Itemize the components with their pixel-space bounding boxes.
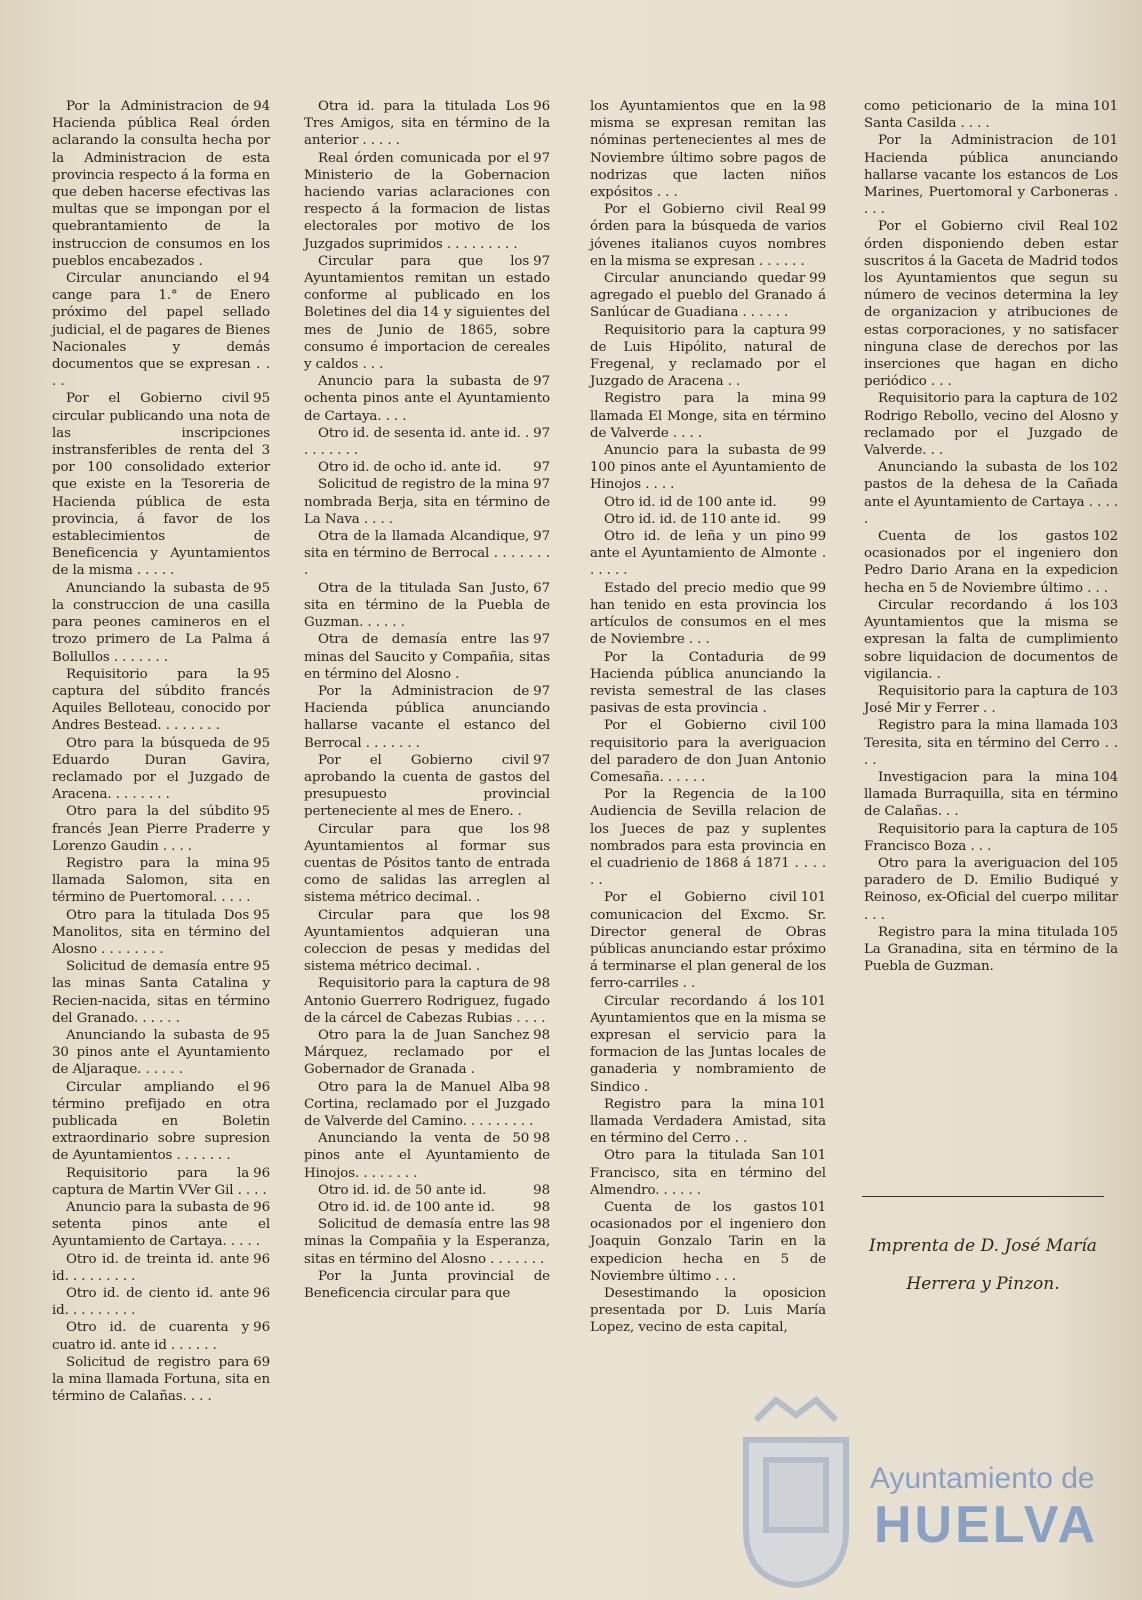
entry-text: Requisitorio para la captura de Antonio Guerrero Rodriguez, fugado de la cárcel de Cabezas Rubias . . . . xyxy=(304,976,550,1026)
index-entry xyxy=(304,1079,550,1131)
entry-text: Otro para la titulada Dos Manolitos, sita en término del Alosno . . . . . . . . xyxy=(52,907,270,957)
index-entry xyxy=(52,907,270,959)
entry-page-number: 97 xyxy=(533,150,550,166)
entry-text: Otro id. de treinta id. ante id. . . . . . . . . xyxy=(52,1251,250,1284)
entry-page-number: 99 xyxy=(809,580,826,596)
entry-page-number: 101 xyxy=(800,890,826,906)
entry-text: Circular recordando á los Ayuntamientos que la misma se expresan la falta de cumplimiento sobre liquidacion de documentos de vigilancia. . xyxy=(864,597,1118,682)
index-entry xyxy=(304,1268,550,1302)
index-entry xyxy=(864,855,1118,924)
entry-text: Otro para la de Manuel Alba Cortina, reclamado por el Juzgado de Valverde del Camino. . . . . . . . . xyxy=(304,1079,550,1129)
entry-text: Circular anunciando quedar agregado el pueblo del Granado á Sanlúcar de Guadiana . . . . . . xyxy=(590,271,826,321)
entry-text: Otro para la averiguacion del paradero de D. Emilio Budiqué y Reinoso, ex-Oficial del cuerpo militar . . . xyxy=(864,855,1118,923)
index-entry xyxy=(52,580,270,666)
entry-page-number: 97 xyxy=(533,477,550,493)
entry-page-number: 98 xyxy=(533,1079,550,1095)
index-entry xyxy=(304,1130,550,1182)
entry-text: Otro id. de sesenta id. ante id. . . . . . . . . xyxy=(304,425,530,459)
index-entry xyxy=(864,528,1118,597)
index-entry xyxy=(864,132,1118,218)
entry-page-number: 99 xyxy=(809,443,826,459)
entry-page-number: 96 xyxy=(253,1200,270,1215)
entry-page-number: 99 xyxy=(809,202,826,218)
index-column-2 xyxy=(304,98,550,1302)
index-entry xyxy=(304,476,550,528)
entry-page-number: 67 xyxy=(533,580,550,596)
entry-text: Otro id. de cuarenta y cuatro id. ante id . . . . . . xyxy=(52,1320,250,1353)
entry-text: Por la Contaduria de Hacienda pública anunciando la revista semestral de las clases pasivas de esta provincia . xyxy=(590,649,826,717)
entry-page-number: 97 xyxy=(533,460,550,476)
index-entry xyxy=(304,580,550,632)
entry-text: Otro para la titulada San Francisco, sita en término del Almendro. . . . . . xyxy=(590,1148,826,1198)
index-entry xyxy=(52,1285,270,1319)
index-entry xyxy=(52,1165,270,1199)
entry-text: Otro id. de ocho id. ante id. xyxy=(318,460,502,476)
index-entry xyxy=(590,442,826,494)
entry-text: Anunciando la subasta de la construccion de una casilla para peones camineros en el trozo primero de La Palma á Bollullos . . . . . . . xyxy=(52,580,270,665)
index-entry xyxy=(304,150,550,253)
entry-text: como peticionario de la mina Santa Casilda . . . . xyxy=(864,99,1089,132)
entry-page-number: 96 xyxy=(533,99,550,114)
index-column-4 xyxy=(864,98,1118,975)
entry-text: Otro para la de Juan Sanchez Márquez, reclamado por el Gobernador de Granada . xyxy=(304,1027,550,1078)
imprint-line-2: Herrera y Pinzon. xyxy=(906,1274,1060,1294)
index-entry xyxy=(304,253,550,373)
entry-page-number: 99 xyxy=(809,391,826,407)
entry-text: Requisitorio para la captura de Martin VVer Gil . . . . xyxy=(52,1165,267,1198)
entry-text: Real órden comunicada por el Ministerio de la Gobernacion haciendo varias aclaraciones con respecto á la formacion de listas electorales por motivo de los Juzgados suprimidos . . . . . . . . . xyxy=(304,150,550,252)
entry-text: Por la Junta provincial de Beneficencia circular para que xyxy=(304,1268,550,1302)
index-entry xyxy=(590,717,826,786)
entry-page-number: 98 xyxy=(533,1027,550,1043)
index-entry xyxy=(590,1199,826,1285)
entry-text: Otro id. de ciento id. ante id. . . . . . . . . xyxy=(52,1286,250,1319)
entry-page-number: 95 xyxy=(253,391,270,407)
entry-text: Otro para la búsqueda de Eduardo Duran Gavira, reclamado por el Juzgado de Aracena. . . . . . . . xyxy=(52,735,270,803)
entry-text: Anuncio para la subasta de ochenta pinos ante el Ayuntamiento de Cartaya. . . . xyxy=(304,374,550,424)
index-entry xyxy=(864,717,1118,769)
entry-text: Por la Administracion de Hacienda pública Real órden aclarando la consulta hecha por la Administracion de esta provincia respecto á la forma en que deben hacerse efectivas las multas que se impongan por el quebrantamiento de la instruccion de consumos en los pueblos encabezados . xyxy=(52,99,270,269)
index-entry xyxy=(304,528,550,580)
entry-text: Otro id. id de 100 ante id. xyxy=(604,494,777,510)
entry-page-number: 69 xyxy=(253,1354,270,1370)
entry-page-number: 101 xyxy=(800,1200,826,1215)
entry-text: Otro id. id. de 50 ante id. xyxy=(318,1182,487,1198)
entry-page-number: 101 xyxy=(800,993,826,1009)
entry-page-number: 99 xyxy=(809,271,826,287)
entry-page-number: 99 xyxy=(809,494,826,510)
entry-page-number: 101 xyxy=(1092,99,1118,114)
index-entry xyxy=(590,786,826,889)
entry-page-number: 99 xyxy=(809,529,826,545)
entry-text: Circular ampliando el término prefijado en otra publicada en Boletin extraordinario sobre supresion de Ayuntamientos . . . . . . . xyxy=(52,1079,270,1164)
entry-text: Otra de la titulada San Justo, sita en término de la Puebla de Guzman. . . . . . xyxy=(304,580,550,631)
entry-text: Otro id. id. de 100 ante id. xyxy=(318,1200,495,1215)
entry-page-number: 98 xyxy=(533,1182,550,1198)
entry-text: Solicitud de demasía entre las minas la Compañia y la Esperanza, sitas en término del Alosno . . . . . . . xyxy=(304,1217,550,1267)
index-entry xyxy=(590,649,826,718)
entry-page-number: 100 xyxy=(800,718,826,734)
entry-page-number: 105 xyxy=(1092,855,1118,871)
entry-text: Por el Gobierno civil Real órden para la búsqueda de varios jóvenes italianos cuyos nombres en la misma se expresan . . . . . . xyxy=(590,202,826,269)
index-entry xyxy=(590,1285,826,1337)
index-entry xyxy=(52,98,270,270)
entry-text: Anuncio para la subasta de 100 pinos ante el Ayuntamiento de Hinojos . . . . xyxy=(590,443,826,493)
index-entry xyxy=(304,683,550,752)
entry-text: Por el Gobierno civil comunicacion del Excmo. Sr. Director general de Obras públicas anunciando estar próximo á terminarse el plan general de los ferro-carriles . . xyxy=(590,890,826,992)
index-entry xyxy=(590,511,826,528)
index-entry xyxy=(590,1096,826,1148)
entry-text: Cuenta de los gastos ocasionados por el ingeniero don Pedro Dario Arana en la expedicion hecha en 5 de Noviembre último . . . xyxy=(864,529,1118,596)
index-entry xyxy=(864,683,1118,717)
entry-page-number: 98 xyxy=(809,99,826,114)
entry-text: Circular para que los Ayuntamientos al formar sus cuentas de Pósitos tanto de entrada como de salidas las arreglen al sistema métrico decimal. . xyxy=(304,821,550,906)
entry-page-number: 98 xyxy=(533,821,550,837)
index-entry xyxy=(304,752,550,821)
index-entry xyxy=(590,580,826,649)
index-entry xyxy=(590,390,826,442)
entry-text: Por el Gobierno civil circular publicando una nota de las inscripciones instransferibles de renta del 3 por 100 consolidado exterior que existe en la Tesoreria de Hacienda pública de esta provincia, á favor de los establecimientos de Beneficencia y Ayuntamientos de la misma . . . . . xyxy=(52,391,270,579)
entry-page-number: 105 xyxy=(1092,924,1118,940)
entry-page-number: 97 xyxy=(533,752,550,768)
entry-page-number: 97 xyxy=(533,425,550,441)
entry-page-number: 99 xyxy=(809,511,826,527)
entry-page-number: 95 xyxy=(253,666,270,682)
entry-text: Solicitud de registro para la mina llamada Fortuna, sita en término de Calañas. . . . xyxy=(52,1354,270,1405)
entry-text: Otro para la del súbdito francés Jean Pierre Praderre y Lorenzo Gaudin . . . . xyxy=(52,804,270,854)
entry-page-number: 98 xyxy=(533,1131,550,1147)
entry-text: Circular recordando á los Ayuntamientos que en la misma se expresan el servicio para la formacion de las Juntas locales de ganaderia y nombramiento de Sindico . xyxy=(590,993,826,1095)
index-entry xyxy=(52,390,270,579)
entry-page-number: 96 xyxy=(253,1320,270,1336)
entry-text: Anunciando la subasta de 30 pinos ante el Ayuntamiento de Aljaraque. . . . . . xyxy=(52,1027,270,1078)
index-entry xyxy=(304,459,550,476)
entry-text: Registro para la mina llamada El Monge, sita en término de Valverde . . . . xyxy=(590,391,826,441)
entry-text: Otro id. id. de 110 ante id. xyxy=(604,511,781,527)
watermark-line-2: HUELVA xyxy=(874,1496,1099,1554)
entry-text: Registro para la mina llamada Verdadera Amistad, sita en término del Cerro . . xyxy=(590,1096,826,1147)
index-entry xyxy=(864,597,1118,683)
entry-text: Investigacion para la mina llamada Burraquilla, sita en término de Calañas. . . xyxy=(864,769,1118,820)
index-entry xyxy=(590,494,826,511)
index-column-1 xyxy=(52,98,270,1405)
entry-page-number: 97 xyxy=(533,683,550,699)
index-entry xyxy=(304,1199,550,1216)
index-entry xyxy=(52,270,270,390)
entry-text: Solicitud de demasía entre las minas Santa Catalina y Recien-nacida, sitas en término del Granado. . . . . . xyxy=(52,959,270,1026)
index-entry xyxy=(864,821,1118,855)
index-entry xyxy=(304,98,550,150)
entry-page-number: 101 xyxy=(800,1096,826,1112)
entry-page-number: 98 xyxy=(533,1217,550,1233)
entry-text: Otra de demasía entre las minas del Saucito y Compañia, sitas en término del Alosno . xyxy=(304,632,550,682)
entry-page-number: 99 xyxy=(809,322,826,338)
entry-text: Circular para que los Ayuntamientos remitan un estado conforme al publicado en los Boletines del dia 14 y siguientes del mes de Junio de 1865, sobre consumo é importacion de cereales y caldos . . . xyxy=(304,253,550,373)
entry-text: Requisitorio para la captura de José Mir y Ferrer . . xyxy=(864,683,1089,717)
entry-page-number: 102 xyxy=(1092,391,1118,407)
index-entry xyxy=(304,975,550,1027)
index-entry xyxy=(590,1147,826,1199)
entry-text: Estado del precio medio que han tenido en esta provincia los artículos de consumos en el mes de Noviembre . . . xyxy=(590,580,826,648)
entry-page-number: 98 xyxy=(533,1200,550,1215)
entry-text: Otra id. para la titulada Los Tres Amigos, sita en término de la anterior . . . . . xyxy=(304,99,550,149)
entry-text: Circular para que los Ayuntamientos adquieran una coleccion de pesas y medidas del sistema métrico decimal. . xyxy=(304,907,550,975)
entry-text: Requisitorio para la captura de Francisco Boza . . . xyxy=(864,821,1089,854)
index-entry xyxy=(864,459,1118,528)
index-entry xyxy=(52,1199,270,1251)
entry-text: Registro para la mina titulada La Granadina, sita en término de la Puebla de Guzman. xyxy=(864,924,1118,975)
entry-page-number: 94 xyxy=(253,99,270,114)
index-entry xyxy=(590,528,826,580)
entry-page-number: 95 xyxy=(253,804,270,820)
entry-text: Por el Gobierno civil aprobando la cuenta de gastos del presupuesto provincial perteneciente al mes de Enero. . xyxy=(304,752,550,820)
entry-text: Anunciando la venta de 50 pinos ante el Ayuntamiento de Hinojos. . . . . . . . xyxy=(304,1131,550,1181)
entry-page-number: 94 xyxy=(253,271,270,287)
imprint-line-1: Imprenta de D. José María xyxy=(869,1236,1097,1256)
entry-text: Solicitud de registro de la mina nombrada Berja, sita en término de La Nava . . . . xyxy=(304,477,550,527)
entry-page-number: 101 xyxy=(800,1148,826,1164)
index-entry xyxy=(590,322,826,391)
entry-page-number: 97 xyxy=(533,374,550,390)
index-entry xyxy=(864,218,1118,390)
index-entry xyxy=(52,855,270,907)
index-entry xyxy=(864,390,1118,459)
entry-text: Requisitorio para la captura de Rodrigo Rebollo, vecino del Alosno y reclamado por el Juzgado de Valverde. . . xyxy=(864,391,1118,459)
entry-text: Circular anunciando el cange para 1.° de Enero próximo del papel sellado judicial, el de pagares de Bienes Nacionales y demás documentos que se expresan . . . . xyxy=(52,271,270,390)
entry-text: Por la Administracion de Hacienda pública anunciando hallarse vacante el estanco del Berrocal . . . . . . . xyxy=(304,683,550,751)
divider-rule xyxy=(862,1196,1104,1197)
index-entry xyxy=(864,769,1118,821)
entry-page-number: 102 xyxy=(1092,460,1118,476)
index-entry xyxy=(590,270,826,322)
index-entry xyxy=(864,98,1118,132)
entry-page-number: 103 xyxy=(1092,597,1118,613)
entry-page-number: 98 xyxy=(533,976,550,992)
entry-text: Anuncio para la subasta de setenta pinos ante el Ayuntamiento de Cartaya. . . . . xyxy=(52,1200,270,1250)
entry-page-number: 96 xyxy=(253,1165,270,1181)
index-entry xyxy=(52,958,270,1027)
entry-page-number: 97 xyxy=(533,253,550,269)
entry-page-number: 96 xyxy=(253,1251,270,1267)
entry-text: Desestimando la oposicion presentada por D. Luis María Lopez, vecino de esta capital, xyxy=(590,1286,826,1336)
entry-page-number: 102 xyxy=(1092,529,1118,545)
entry-page-number: 103 xyxy=(1092,683,1118,699)
entry-page-number: 95 xyxy=(253,907,270,923)
entry-text: Otra de la llamada Alcandique, sita en término de Berrocal . . . . . . . . xyxy=(304,529,550,579)
index-entry xyxy=(590,98,826,201)
entry-page-number: 95 xyxy=(253,959,270,975)
index-entry xyxy=(864,924,1118,976)
index-entry xyxy=(52,1354,270,1406)
entry-text: Requisitorio para la captura de Luis Hipólito, natural de Fregenal, y reclamado por el Juzgado de Aracena . . xyxy=(590,322,826,390)
index-entry xyxy=(304,1027,550,1079)
index-entry xyxy=(52,803,270,855)
entry-text: Anunciando la subasta de los pastos de la dehesa de la Cañada ante el Ayuntamiento de Cartaya . . . . . xyxy=(864,460,1118,527)
index-entry xyxy=(590,201,826,270)
index-entry xyxy=(304,1216,550,1268)
entry-page-number: 95 xyxy=(253,1027,270,1043)
index-entry xyxy=(52,1079,270,1165)
index-entry xyxy=(52,1251,270,1285)
entry-page-number: 95 xyxy=(253,735,270,751)
entry-page-number: 101 xyxy=(1092,133,1118,149)
watermark-line-1: Ayuntamiento de xyxy=(870,1462,1095,1495)
index-entry xyxy=(52,666,270,735)
entry-text: Por la Regencia de la Audiencia de Sevilla relacion de los Jueces de paz y suplentes nombrados para esta provincia en el cuadrienio de 1868 á 1871 . . . . . . xyxy=(590,787,826,889)
entry-text: Registro para la mina llamada Teresita, sita en término del Cerro . . . . xyxy=(864,718,1118,768)
entry-text: Por el Gobierno civil requisitorio para la averiguacion del paradero de don Juan Antonio Comesaña. . . . . . xyxy=(590,718,826,785)
index-column-3 xyxy=(590,98,826,1337)
entry-text: Por el Gobierno civil Real órden disponiendo deben estar suscritos á la Gaceta de Madrid todos los Ayuntamientos que segun su número de vecinos determina la ley de organizacion y atribuciones de estas corporaciones, y no satisfacer ninguna clase de derechos por las inserciones que hagan en dicho periódico . . . xyxy=(864,219,1118,390)
index-entry xyxy=(304,1182,550,1199)
entry-page-number: 97 xyxy=(533,529,550,545)
entry-text: Otro id. de leña y un pino ante el Ayuntamiento de Almonte . . . . . . xyxy=(590,529,826,579)
index-entry xyxy=(52,735,270,804)
entry-page-number: 96 xyxy=(253,1079,270,1095)
entry-page-number: 99 xyxy=(809,649,826,665)
index-entry xyxy=(304,907,550,976)
entry-text: los Ayuntamientos que en la misma se expresan remitan las nóminas pertenecientes al mes de Noviembre último sobre pagos de nodrizas que lacten niños expósitos . . . xyxy=(590,99,826,201)
entry-page-number: 103 xyxy=(1092,718,1118,734)
entry-page-number: 100 xyxy=(800,787,826,803)
index-entry xyxy=(304,821,550,907)
index-entry xyxy=(304,373,550,425)
entry-page-number: 95 xyxy=(253,580,270,596)
index-entry xyxy=(304,631,550,683)
index-entry xyxy=(590,889,826,992)
entry-page-number: 96 xyxy=(253,1286,270,1302)
entry-page-number: 104 xyxy=(1092,769,1118,785)
index-entry xyxy=(304,425,550,459)
entry-page-number: 97 xyxy=(533,632,550,648)
entry-page-number: 102 xyxy=(1092,219,1118,235)
entry-text: Cuenta de los gastos ocasionados por el ingeniero don Joaquin Gonzalo Tarin en la expedicion hecha en 5 de Noviembre último . . . xyxy=(590,1200,826,1284)
entry-page-number: 98 xyxy=(533,907,550,923)
entry-page-number: 95 xyxy=(253,855,270,871)
entry-text: Requisitorio para la captura del súbdito francés Aquiles Belloteau, conocido por Andres Bestead. . . . . . . . xyxy=(52,666,270,734)
index-entry xyxy=(52,1319,270,1353)
index-entry xyxy=(52,1027,270,1079)
index-entry xyxy=(590,993,826,1096)
entry-text: Por la Administracion de Hacienda pública anunciando hallarse vacante los estancos de Los Marines, Puertomoral y Carboneras . . . . xyxy=(864,133,1118,218)
entry-page-number: 105 xyxy=(1092,821,1118,837)
entry-text: Registro para la mina llamada Salomon, sita en término de Puertomoral. . . . . xyxy=(52,855,270,906)
